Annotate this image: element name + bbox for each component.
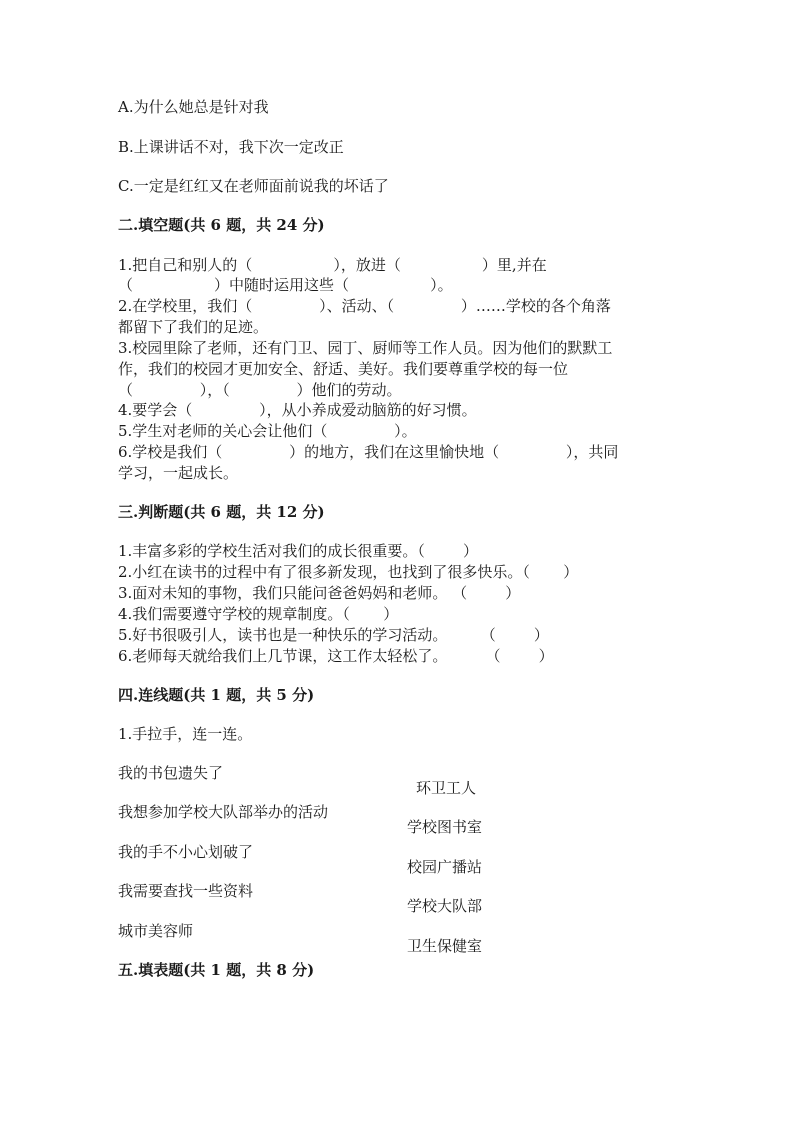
judge-q6: 6.老师每天就给我们上几节课，这工作太轻松了。 （ ） [118,647,554,665]
option-b: B.上课讲话不对，我下次一定改正 [118,138,344,156]
judge-q1: 1.丰富多彩的学校生活对我们的成长很重要。（ ） [118,542,478,560]
fill-q3-line2: 作，我们的校园才更加安全、舒适、美好。我们要尊重学校的每一位 [118,360,569,378]
matching-right-1: 环卫工人 [416,779,477,797]
matching-left-5: 城市美容师 [118,922,194,940]
option-a: A.为什么她总是针对我 [118,98,269,116]
matching-right-5: 卫生保健室 [407,937,483,955]
fill-q2-line1: 2.在学校里，我们（ ）、活动、（ ）……学校的各个角落 [118,297,611,315]
judge-q2: 2.小红在读书的过程中有了很多新发现，也找到了很多快乐。（ ） [118,563,579,581]
matching-left-2: 我想参加学校大队部举办的活动 [118,803,329,821]
option-c: C.一定是红红又在老师面前说我的坏话了 [118,177,389,195]
fill-q5: 5.学生对老师的关心会让他们（ ）。 [118,422,417,440]
fill-q6-line1: 6.学校是我们（ ）的地方，我们在这里愉快地（ ），共同 [118,443,619,461]
section-5-heading: 五.填表题(共 1 题，共 8 分) [118,961,315,979]
fill-q3-line1: 3.校园里除了老师，还有门卫、园丁、厨师等工作人员。因为他们的默默工 [118,339,613,357]
judge-q3: 3.面对未知的事物，我们只能问爸爸妈妈和老师。 （ ） [118,584,521,602]
fill-q2-line2: 都留下了我们的足迹。 [118,318,269,336]
matching-right-4: 学校大队部 [407,897,483,915]
judge-q5: 5.好书很吸引人，读书也是一种快乐的学习活动。 （ ） [118,626,549,644]
matching-prompt: 1.手拉手，连一连。 [118,725,253,743]
fill-q3-line3: （ ），（ ）他们的劳动。 [118,381,402,399]
judge-q4: 4.我们需要遵守学校的规章制度。（ ） [118,605,399,623]
matching-right-3: 校园广播站 [407,858,483,876]
matching-right-2: 学校图书室 [407,818,483,836]
section-4-heading: 四.连线题(共 1 题，共 5 分) [118,686,315,704]
fill-q1-line2: （ ）中随时运用这些（ ）。 [118,276,453,294]
fill-q4: 4.要学会（ ），从小养成爱动脑筋的好习惯。 [118,401,477,419]
matching-left-1: 我的书包遗失了 [118,764,224,782]
matching-left-3: 我的手不小心划破了 [118,843,254,861]
matching-left-4: 我需要查找一些资料 [118,882,254,900]
fill-q1-line1: 1.把自己和别人的（ ），放进（ ）里,并在 [118,256,547,274]
section-2-heading: 二.填空题(共 6 题，共 24 分) [118,216,325,234]
fill-q6-line2: 学习，一起成长。 [118,464,239,482]
section-3-heading: 三.判断题(共 6 题，共 12 分) [118,503,325,521]
